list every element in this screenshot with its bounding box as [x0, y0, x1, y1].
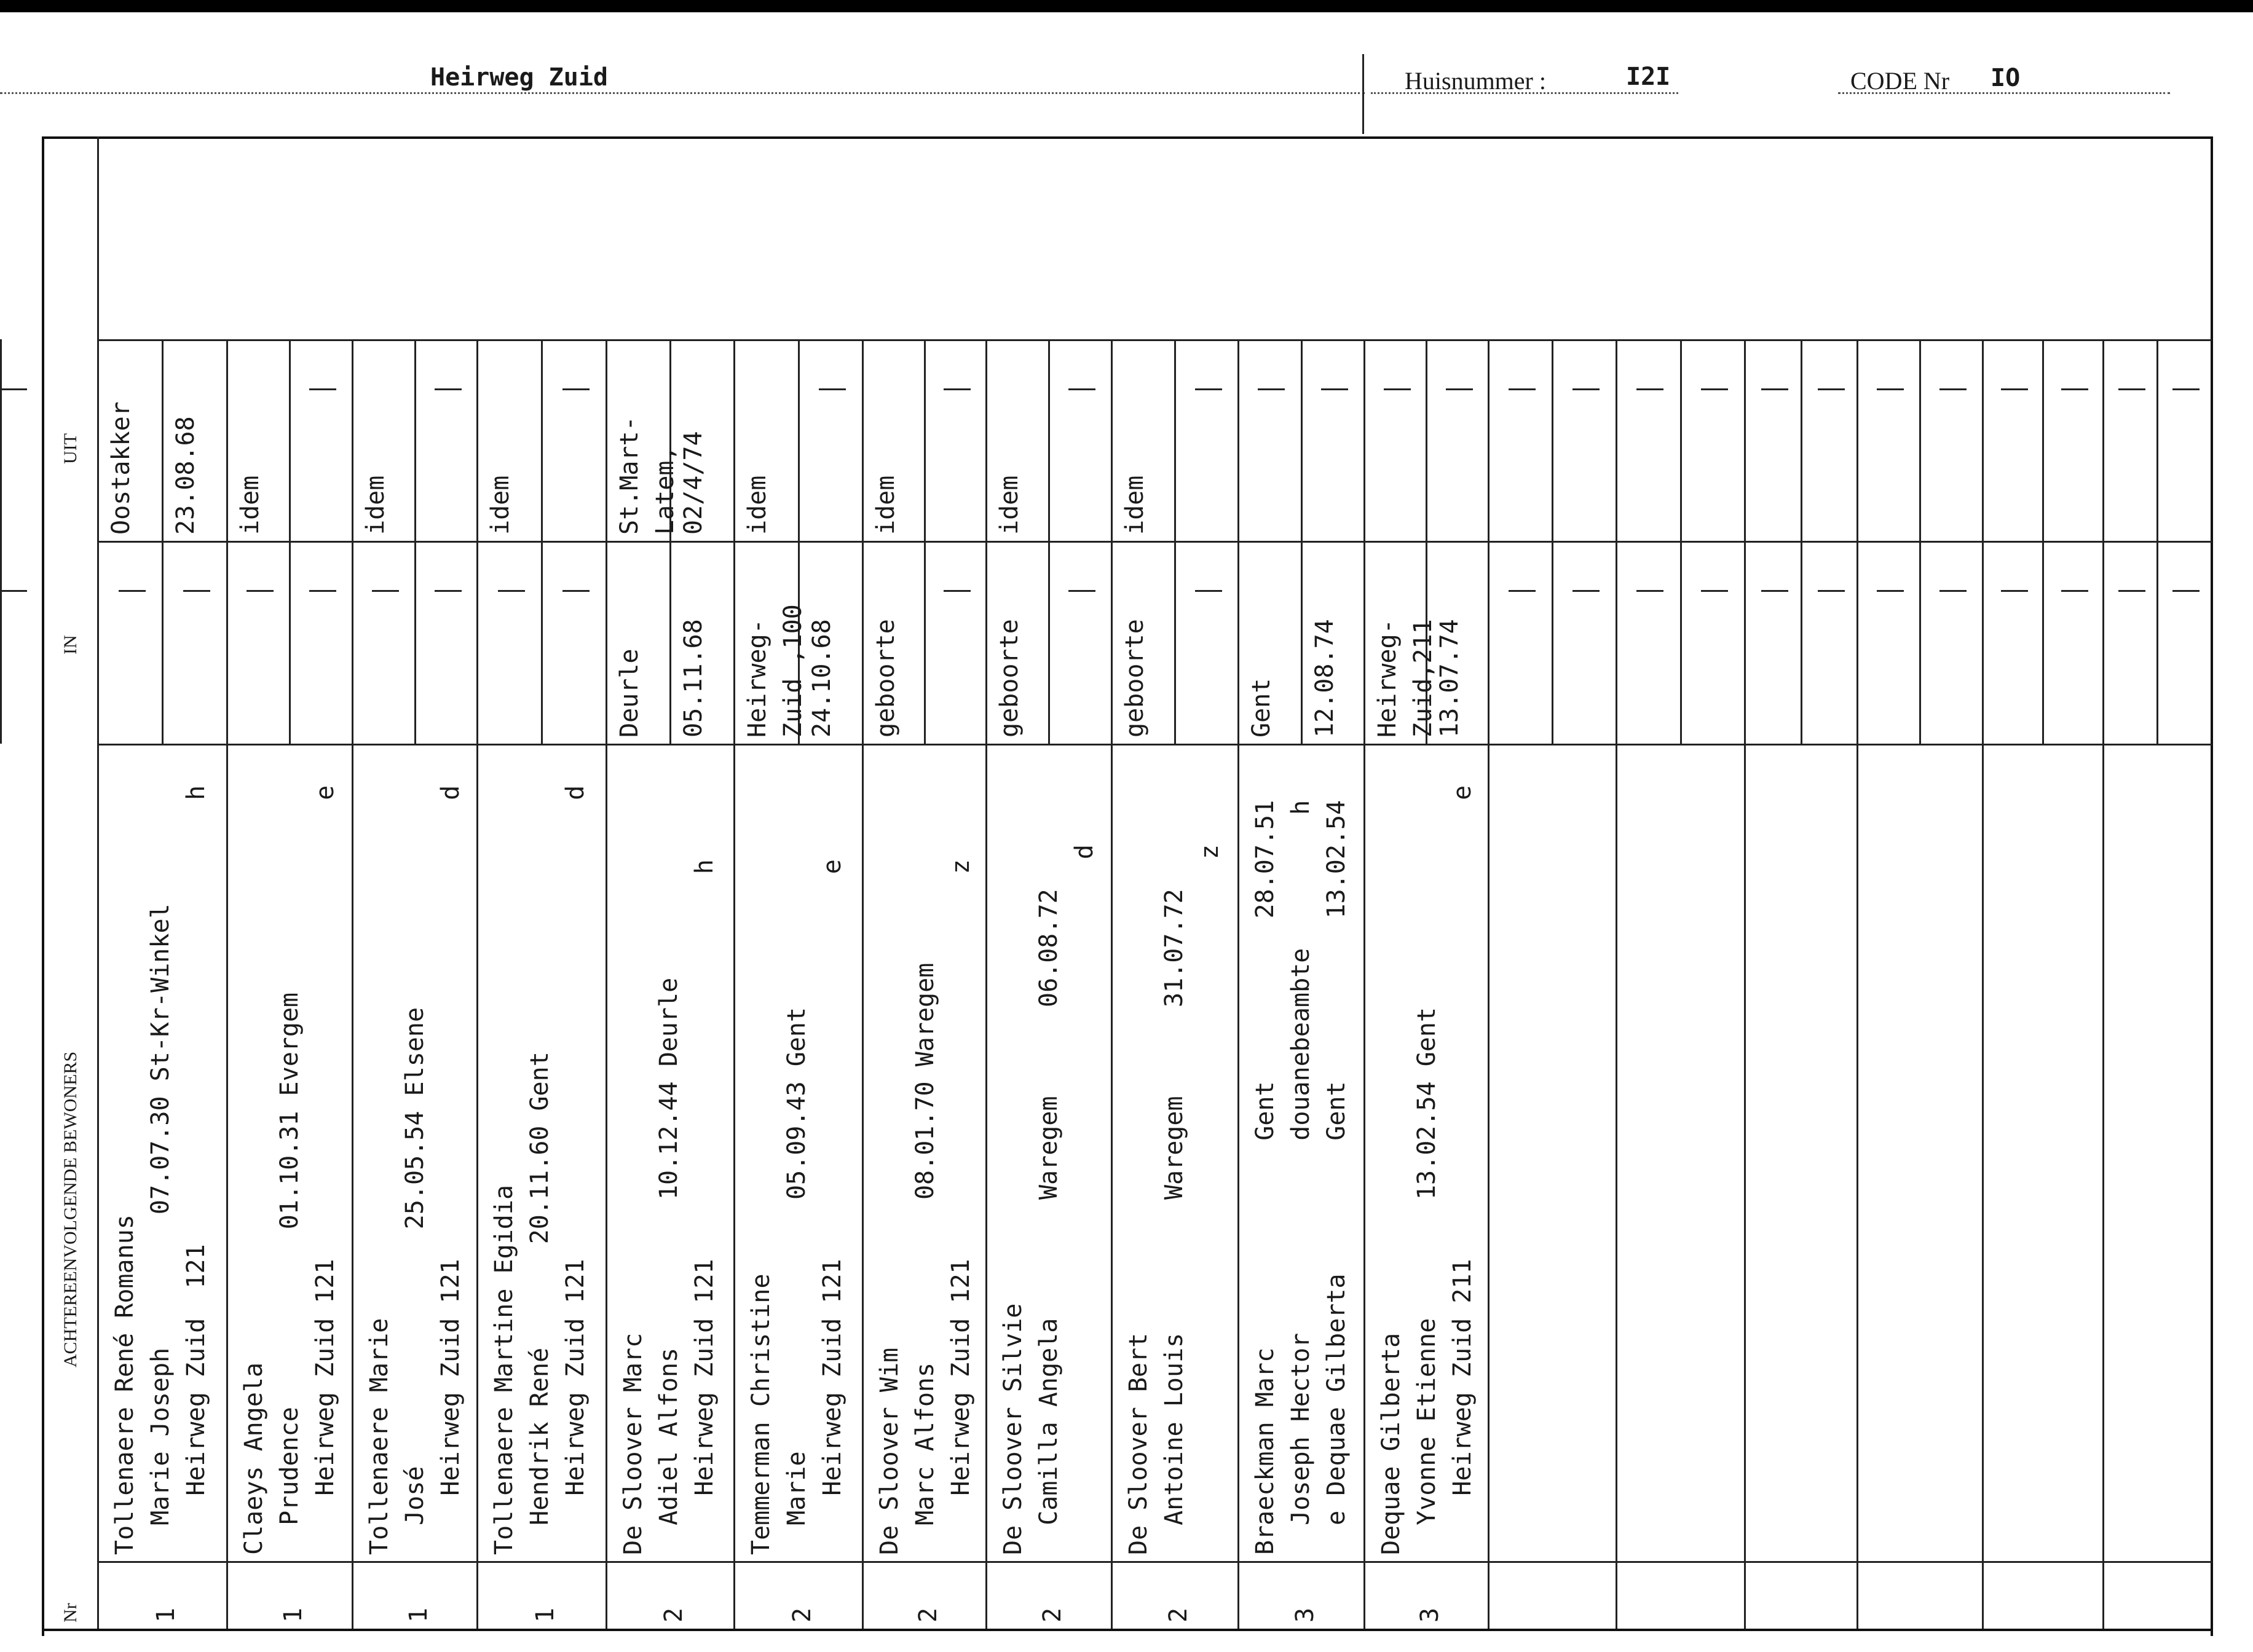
- uit-date: 23.08.68: [172, 416, 200, 535]
- table-top-border: [42, 136, 2213, 139]
- resident-entry: Dequae Gilberta Yvonne Etienne 13.02.54 Gent Heirweg Zuid 211 e: [1377, 785, 1477, 1555]
- in-place: geboorte: [1121, 619, 1149, 738]
- column-separator: [476, 339, 478, 1629]
- uit-place: idem: [1121, 475, 1149, 535]
- in-date: 05.11.68: [679, 619, 708, 738]
- resident-entry: De Sloover Bert Antoine Louis Waregem 31.07.72 z: [1124, 844, 1224, 1555]
- header-divider: [1362, 54, 1364, 134]
- empty-uit-place-mark: [0, 388, 27, 390]
- uit-place: idem: [236, 475, 264, 535]
- cell-split: [1680, 339, 1682, 541]
- in-date: 24.10.68: [808, 619, 836, 738]
- uit-date: 02/4/74: [679, 431, 708, 535]
- empty-uit-date-mark: [2172, 388, 2200, 390]
- row-number: 1: [404, 1607, 433, 1622]
- uit-place: idem: [743, 475, 771, 535]
- empty-uit-date-mark: [2061, 388, 2088, 390]
- cell-split: [289, 339, 291, 541]
- resident-entry: Claeys Angela Prudence 01.10.31 Evergem Heirweg Zuid 121 e: [240, 785, 339, 1555]
- column-separator: [1744, 339, 1746, 1629]
- empty-in-date-mark: [435, 590, 462, 592]
- column-separator: [1488, 339, 1490, 1629]
- column-separator: [1237, 339, 1239, 1629]
- empty-uit-date-mark: [1818, 388, 1845, 390]
- in-column-label: IN: [60, 635, 81, 655]
- in-place: Deurle: [615, 648, 644, 738]
- cell-split: [1919, 541, 1921, 744]
- resident-entry: Temmerman Christine Marie 05.09.43 Gent Heirweg Zuid 121 e: [747, 859, 846, 1555]
- uit-column-label: UIT: [60, 433, 81, 464]
- table-right-border: [2211, 136, 2213, 1636]
- empty-in-place-mark: [119, 590, 146, 592]
- empty-uit-date-mark: [1321, 388, 1348, 390]
- column-separator: [1982, 339, 1984, 1629]
- cell-split: [289, 541, 291, 744]
- cell-split: [1919, 339, 1921, 541]
- row-number: 1: [279, 1607, 307, 1622]
- in-date: 12.08.74: [1311, 619, 1339, 738]
- cell-split: [0, 541, 2, 744]
- empty-in-date-mark: [562, 590, 590, 592]
- column-separator: [352, 339, 353, 1629]
- empty-in-date-mark: [1818, 590, 1845, 592]
- cell-split: [1048, 339, 1050, 541]
- cell-split: [1801, 541, 1802, 744]
- uit-place: idem: [872, 475, 900, 535]
- empty-in-date-mark: [1572, 590, 1600, 592]
- cell-split: [541, 541, 543, 744]
- empty-in-place-mark: [372, 590, 399, 592]
- empty-in-place-mark: [1509, 590, 1536, 592]
- table-left-border: [42, 136, 44, 1636]
- cell-split: [162, 339, 164, 541]
- nr-column-label: Nr: [60, 1603, 81, 1622]
- row-number: 1: [152, 1607, 180, 1622]
- row-number: 1: [531, 1607, 559, 1622]
- empty-in-date-mark: [309, 590, 336, 592]
- empty-uit-place-mark: [1877, 388, 1904, 390]
- cell-split: [0, 339, 2, 541]
- row-number: 2: [914, 1607, 942, 1622]
- column-separator: [606, 339, 607, 1629]
- empty-in-date-mark: [944, 590, 971, 592]
- empty-in-place-mark: [2118, 590, 2145, 592]
- resident-entry: Tollenaere René Romanus Marie Joseph 07.07.30 St-Kr-Winkel Heirweg Zuid 121 h: [111, 785, 210, 1555]
- empty-uit-date-mark: [1068, 388, 1095, 390]
- in-place: Heirweg- Zuid ,100: [743, 604, 807, 738]
- resident-entry: De Sloover Wim Marc Alfons 08.01.70 Waregem Heirweg Zuid 121 z: [875, 859, 975, 1555]
- house-dotted-line: [1371, 92, 1678, 94]
- empty-in-place-mark: [1636, 590, 1663, 592]
- empty-in-date-mark: [2172, 590, 2200, 592]
- uit-place: idem: [486, 475, 515, 535]
- empty-in-date-mark: [2061, 590, 2088, 592]
- in-place: Gent: [1247, 678, 1276, 738]
- resident-entry: De Sloover Silvie Camilla Angela Waregem 06.08.72 d: [999, 844, 1099, 1555]
- cell-split: [2156, 541, 2158, 744]
- column-separator: [1856, 339, 1858, 1629]
- empty-uit-place-mark: [1258, 388, 1285, 390]
- empty-in-place-mark: [1761, 590, 1788, 592]
- row-separator: [97, 1561, 2212, 1563]
- column-separator: [1363, 339, 1365, 1629]
- resident-entry: De Sloover Marc Adiel Alfons 10.12.44 Deurle Heirweg Zuid 121 h: [619, 859, 719, 1555]
- uit-place: Oostakker: [107, 401, 135, 535]
- row-number: 2: [788, 1607, 816, 1622]
- in-place: geboorte: [872, 619, 900, 738]
- empty-uit-date-mark: [1195, 388, 1222, 390]
- code-label: CODE Nr: [1850, 67, 1950, 95]
- house-number-value: I2I: [1626, 63, 1671, 91]
- empty-uit-date-mark: [435, 388, 462, 390]
- empty-in-place-mark: [2001, 590, 2028, 592]
- column-separator: [862, 339, 864, 1629]
- empty-in-place-mark: [247, 590, 274, 592]
- empty-uit-date-mark: [1572, 388, 1600, 390]
- empty-uit-date-mark: [562, 388, 590, 390]
- cell-split: [1426, 339, 1427, 541]
- empty-in-place-mark: [1877, 590, 1904, 592]
- row-number: 2: [660, 1607, 688, 1622]
- cell-split: [1048, 541, 1050, 744]
- uit-place: idem: [995, 475, 1024, 535]
- row-separator: [97, 744, 2212, 745]
- in-date: 13.07.74: [1435, 619, 1464, 738]
- code-value: IO: [1991, 64, 2021, 92]
- uit-place: St.Mart- Latem,: [615, 416, 679, 535]
- cell-split: [2156, 339, 2158, 541]
- cell-split: [1174, 541, 1176, 744]
- empty-uit-place-mark: [1384, 388, 1411, 390]
- empty-in-date-mark: [1195, 590, 1222, 592]
- column-separator: [733, 339, 735, 1629]
- cell-split: [1801, 339, 1802, 541]
- cell-split: [924, 339, 926, 541]
- empty-in-date-mark: [183, 590, 210, 592]
- column-separator: [226, 339, 228, 1629]
- empty-uit-place-mark: [2001, 388, 2028, 390]
- street-dotted-line: [0, 92, 1365, 94]
- cell-split: [1301, 541, 1303, 744]
- scan-top-border: [0, 0, 2253, 12]
- label-column-border: [97, 136, 99, 1630]
- empty-in-date-mark: [1068, 590, 1095, 592]
- uit-place: idem: [361, 475, 390, 535]
- cell-split: [1301, 339, 1303, 541]
- code-dotted-line: [1838, 92, 2170, 94]
- empty-uit-place-mark: [1509, 388, 1536, 390]
- resident-entry: Tollenaere Martine Egidia Hendrik René 20.11.60 Gent Heirweg Zuid 121 d: [490, 785, 590, 1555]
- empty-in-place-mark: [0, 590, 27, 592]
- empty-uit-date-mark: [309, 388, 336, 390]
- cell-split: [1552, 541, 1553, 744]
- cell-split: [541, 339, 543, 541]
- empty-uit-date-mark: [944, 388, 971, 390]
- empty-in-date-mark: [1701, 590, 1728, 592]
- resident-entry: Braeckman Marc Gent 28.07.51 Joseph Hector douanebeambte h e Dequae Gilberta Gent 13.02.54: [1251, 800, 1351, 1555]
- empty-uit-date-mark: [1446, 388, 1473, 390]
- resident-entry: Tollenaere Marie José 25.05.54 Elsene Heirweg Zuid 121 d: [365, 785, 465, 1555]
- cell-split: [2042, 339, 2044, 541]
- cell-split: [798, 339, 800, 541]
- empty-uit-date-mark: [819, 388, 846, 390]
- cell-split: [1174, 339, 1176, 541]
- cell-split: [162, 541, 164, 744]
- residents-column-label: ACHTEREENVOLGENDE BEWONERS: [60, 1051, 81, 1367]
- cell-split: [414, 339, 416, 541]
- empty-uit-date-mark: [1939, 388, 1967, 390]
- cell-split: [2042, 541, 2044, 744]
- row-number: 2: [1164, 1607, 1193, 1622]
- cell-split: [414, 541, 416, 744]
- empty-uit-place-mark: [1636, 388, 1663, 390]
- empty-uit-place-mark: [1761, 388, 1788, 390]
- cell-split: [1680, 541, 1682, 744]
- street-name: Heirweg Zuid: [430, 63, 608, 92]
- table-bottom-border: [42, 1629, 2213, 1631]
- empty-uit-place-mark: [2118, 388, 2145, 390]
- empty-in-place-mark: [498, 590, 525, 592]
- cell-split: [669, 541, 671, 744]
- empty-uit-date-mark: [1701, 388, 1728, 390]
- empty-in-date-mark: [1939, 590, 1967, 592]
- row-number: 3: [1416, 1607, 1444, 1622]
- row-number: 2: [1038, 1607, 1067, 1622]
- cell-split: [924, 541, 926, 744]
- column-separator: [2102, 339, 2104, 1629]
- column-separator: [1616, 339, 1617, 1629]
- cell-split: [1552, 339, 1553, 541]
- in-place: geboorte: [995, 619, 1024, 738]
- column-separator: [985, 339, 987, 1629]
- column-separator: [1111, 339, 1113, 1629]
- in-place: Heirweg- Zuid,211: [1373, 619, 1437, 738]
- house-number-label: Huisnummer :: [1405, 67, 1546, 95]
- row-number: 3: [1291, 1607, 1319, 1622]
